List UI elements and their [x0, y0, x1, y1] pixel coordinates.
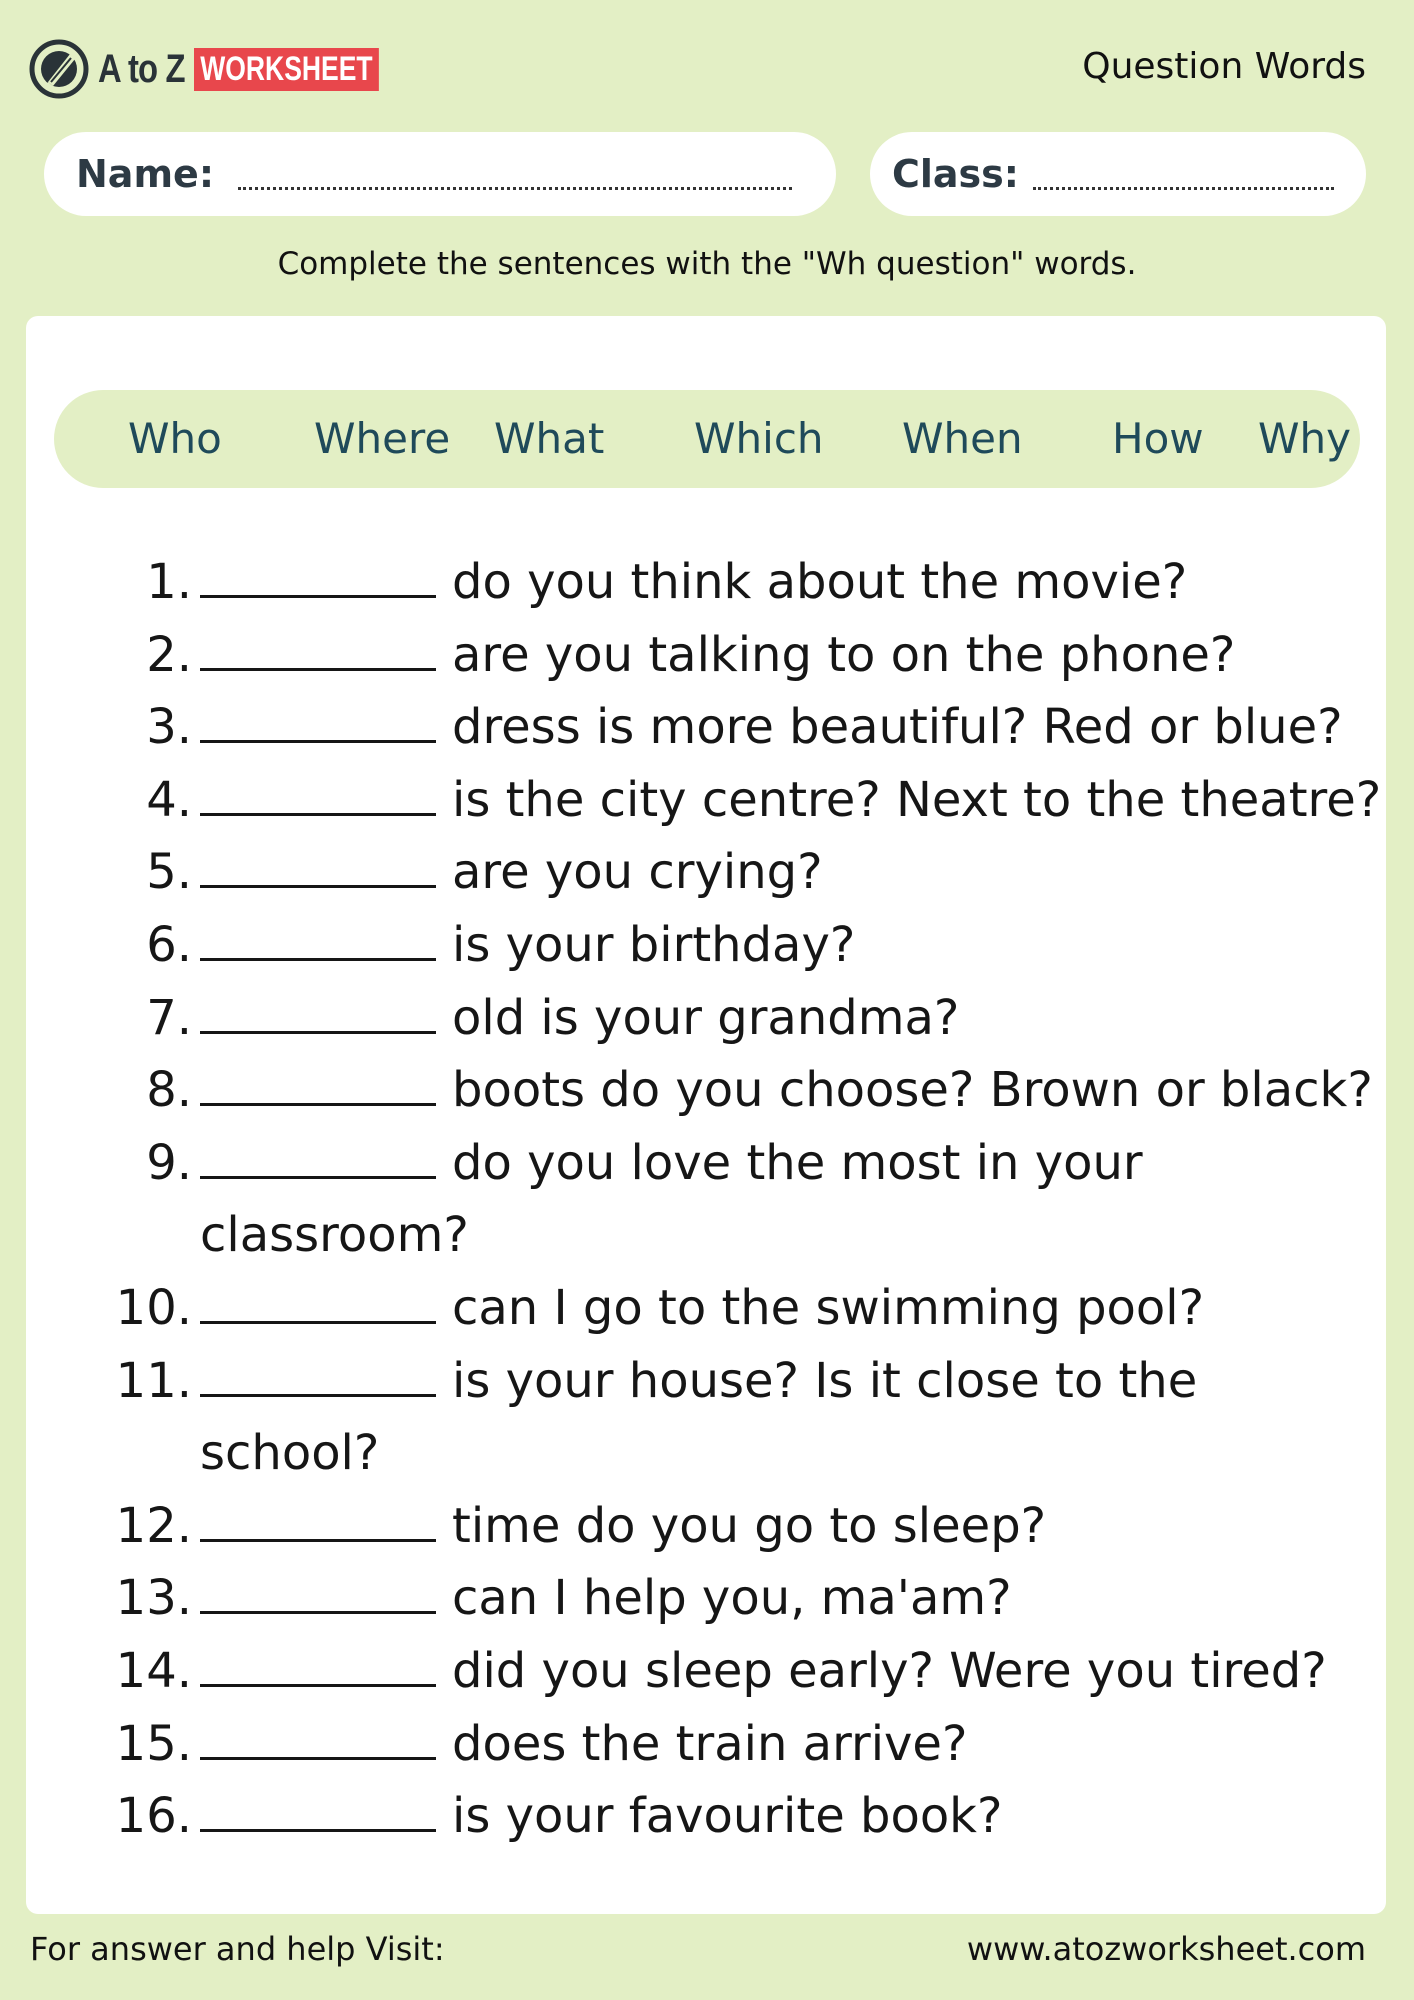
question-number: 15. [115, 1715, 192, 1772]
name-input-line[interactable] [238, 187, 792, 190]
answer-blank[interactable] [200, 918, 436, 961]
word-bank-item: Who [128, 414, 222, 463]
question-number: 9. [146, 1134, 192, 1191]
answer-blank[interactable] [200, 628, 436, 671]
answer-blank[interactable] [200, 1571, 436, 1614]
question-text: is your favourite book? [452, 1788, 1003, 1845]
question-number: 11. [115, 1352, 192, 1409]
answer-blank[interactable] [200, 845, 436, 888]
question-number: 14. [115, 1642, 192, 1699]
question-number: 5. [146, 844, 192, 901]
question-list [86, 546, 1382, 1853]
brand-name: A to Z [98, 46, 185, 91]
question-text: dress is more beautiful? Red or blue? [452, 699, 1343, 756]
question-text: are you crying? [452, 844, 823, 901]
question-item [86, 1054, 1373, 1127]
question-number: 16. [115, 1788, 192, 1845]
answer-blank[interactable] [200, 1063, 436, 1106]
word-bank-item: Where [314, 414, 451, 463]
question-text: can I go to the swimming pool? [452, 1279, 1205, 1336]
question-number: 6. [146, 916, 192, 973]
question-item [86, 1635, 1366, 1708]
question-text: can I help you, ma'am? [452, 1570, 1012, 1627]
word-bank [54, 390, 1360, 488]
question-item [86, 1345, 1366, 1418]
class-input-line[interactable] [1033, 187, 1334, 190]
question-item [86, 546, 1366, 619]
question-number: 8. [146, 1062, 192, 1119]
answer-blank[interactable] [200, 555, 436, 598]
question-item [86, 1490, 1366, 1563]
question-item [86, 836, 1366, 909]
question-item [86, 764, 1382, 837]
question-number: 2. [146, 626, 192, 683]
word-bank-item: Why [1258, 414, 1352, 463]
question-text: is your house? Is it close to the [452, 1352, 1198, 1409]
answer-blank[interactable] [200, 1789, 436, 1832]
question-text: does the train arrive? [452, 1715, 968, 1772]
instruction-text: Complete the sentences with the "Wh question" words. [277, 246, 1137, 282]
word-bank-item: How [1112, 414, 1204, 463]
question-text: are you talking to on the phone? [452, 626, 1236, 683]
answer-blank[interactable] [200, 1717, 436, 1760]
question-text: is your birthday? [452, 916, 856, 973]
answer-blank[interactable] [200, 1354, 436, 1397]
class-label: Class: [892, 152, 1019, 196]
question-number: 1. [146, 554, 192, 610]
question-number: 4. [146, 771, 192, 828]
answer-blank[interactable] [200, 773, 436, 816]
question-text: do you think about the movie? [452, 554, 1188, 610]
brand-logo [28, 38, 431, 100]
answer-blank[interactable] [200, 1136, 436, 1179]
footer-help-text: For answer and help Visit: [30, 1930, 445, 1968]
question-text-continued: classroom? [200, 1207, 469, 1264]
name-field[interactable] [44, 132, 836, 216]
question-number: 10. [115, 1279, 192, 1336]
question-text: boots do you choose? Brown or black? [452, 1062, 1373, 1119]
question-item [86, 1780, 1366, 1853]
question-number: 12. [115, 1497, 192, 1554]
question-item [86, 1562, 1366, 1635]
answer-blank[interactable] [200, 1281, 436, 1324]
answer-blank[interactable] [200, 991, 436, 1034]
question-item [86, 619, 1366, 692]
question-item [86, 1127, 1366, 1200]
question-item [86, 691, 1366, 764]
question-item [86, 1272, 1366, 1345]
question-number: 13. [115, 1570, 192, 1627]
question-text: do you love the most in your [452, 1134, 1143, 1191]
worksheet-card [26, 316, 1386, 1914]
question-number: 3. [146, 699, 192, 756]
answer-blank[interactable] [200, 1499, 436, 1542]
word-bank-item: Which [694, 414, 824, 463]
question-continuation [86, 1417, 1366, 1490]
question-text: did you sleep early? Were you tired? [452, 1642, 1327, 1699]
worksheet-topic: Question Words [1082, 46, 1366, 87]
word-bank-item: When [902, 414, 1023, 463]
brand-badge: WORKSHEET [194, 48, 379, 91]
question-text: old is your grandma? [452, 989, 960, 1046]
class-field[interactable] [870, 132, 1366, 216]
answer-blank[interactable] [200, 1644, 436, 1687]
footer-website-link[interactable]: www.atozworksheet.com [966, 1930, 1366, 1968]
question-number: 7. [146, 989, 192, 1046]
question-text: is the city centre? Next to the theatre? [452, 771, 1382, 828]
question-text: time do you go to sleep? [452, 1497, 1047, 1554]
question-item [86, 1708, 1366, 1781]
question-item [86, 982, 1366, 1055]
question-text-continued: school? [200, 1425, 380, 1482]
word-bank-item: What [494, 414, 605, 463]
question-item [86, 909, 1366, 982]
pencil-logo-icon [28, 38, 90, 100]
answer-blank[interactable] [200, 700, 436, 743]
question-continuation [86, 1199, 1366, 1272]
name-label: Name: [76, 152, 215, 196]
